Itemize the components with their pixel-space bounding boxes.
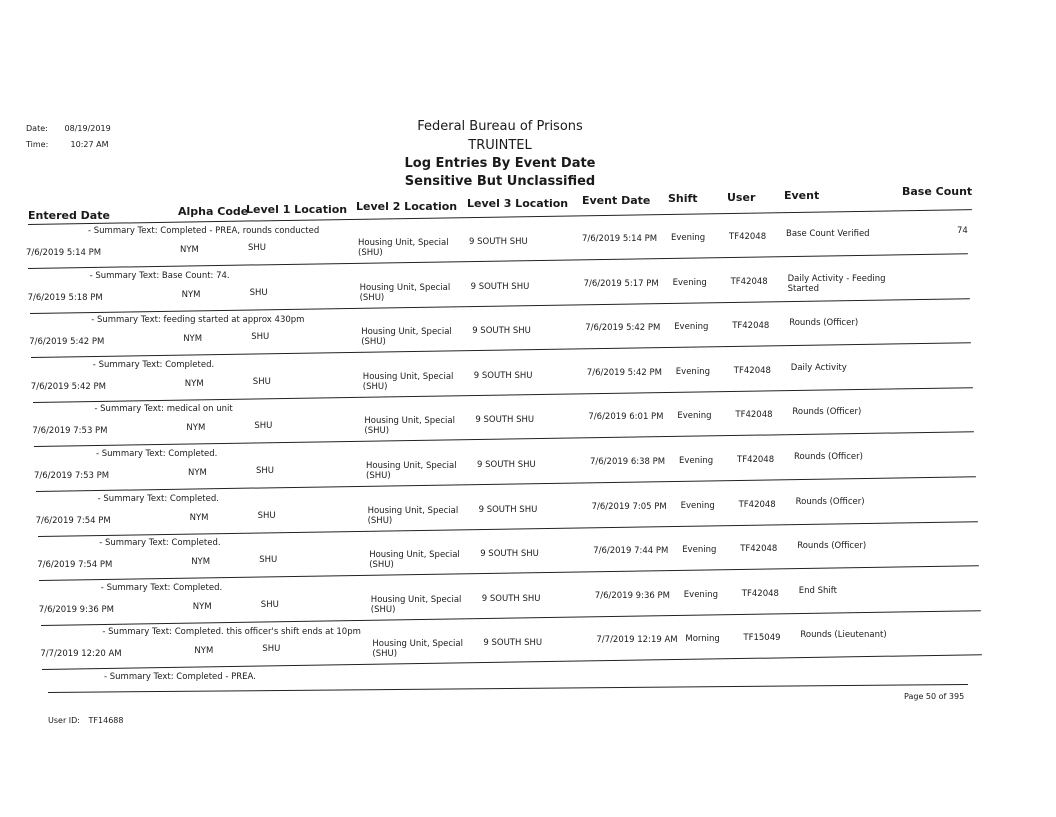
- alpha-code-cell: NYM: [181, 289, 201, 300]
- level1-cell: SHU: [249, 287, 268, 298]
- level3-cell: 9 SOUTH SHU: [480, 549, 539, 560]
- event-date-cell: 7/6/2019 7:44 PM: [593, 546, 669, 557]
- table-row: [0, 627, 1056, 677]
- event-date-cell: 7/6/2019 5:42 PM: [586, 367, 662, 378]
- row-rule: [39, 565, 979, 581]
- date-label: Date:: [26, 124, 48, 133]
- user-cell: TF42048: [732, 321, 770, 332]
- event-cell: Rounds (Officer): [794, 452, 863, 462]
- level3-cell: 9 SOUTH SHU: [483, 638, 543, 649]
- summary-text: - Summary Text: medical on unit: [94, 404, 233, 415]
- event-date-cell: 7/6/2019 6:38 PM: [590, 457, 666, 467]
- bottom-rule: [48, 684, 968, 693]
- report-title-agency: Federal Bureau of Prisons: [417, 119, 583, 134]
- entered-date-cell: 7/6/2019 7:53 PM: [32, 426, 108, 437]
- base-count-cell: 74: [957, 226, 968, 236]
- summary-text: - Summary Text: Completed. this officer's shift ends at 10pm: [102, 627, 361, 638]
- row-rule: [30, 298, 970, 314]
- event-cell: Base Count Verified: [786, 229, 870, 239]
- level3-cell: 9 SOUTH SHU: [469, 237, 528, 247]
- col-level3: Level 3 Location: [467, 197, 569, 210]
- level2-cell: Housing Unit, Special (SHU): [366, 461, 457, 481]
- table-row: [0, 226, 1056, 276]
- entered-date-cell: 7/6/2019 9:36 PM: [38, 604, 114, 615]
- table-row: [0, 271, 1056, 321]
- user-cell: TF42048: [729, 232, 767, 242]
- level3-cell: 9 SOUTH SHU: [475, 415, 535, 426]
- row-rule: [31, 342, 971, 358]
- shift-cell: Morning: [685, 634, 720, 645]
- entered-date-cell: 7/6/2019 7:54 PM: [35, 515, 111, 526]
- entered-date-cell: 7/6/2019 5:18 PM: [27, 292, 103, 303]
- shift-cell: Evening: [677, 411, 712, 422]
- user-cell: TF42048: [735, 410, 773, 421]
- level2-cell: Housing Unit, Special (SHU): [364, 416, 455, 437]
- level1-cell: SHU: [251, 332, 270, 343]
- table-row: [0, 315, 1056, 365]
- level3-cell: 9 SOUTH SHU: [478, 504, 538, 515]
- event-cell: Daily Activity: [790, 362, 847, 373]
- user-cell: TF42048: [740, 544, 778, 555]
- shift-cell: Evening: [675, 366, 710, 377]
- time-value: 10:27 AM: [70, 140, 109, 149]
- alpha-code-cell: NYM: [194, 646, 214, 657]
- event-date-cell: 7/7/2019 12:19 AM: [596, 635, 678, 646]
- user-id-value: TF14688: [88, 716, 124, 725]
- col-event: Event: [784, 189, 820, 202]
- shift-cell: Evening: [682, 545, 717, 556]
- level1-cell: SHU: [260, 599, 279, 610]
- alpha-code-cell: NYM: [184, 378, 204, 389]
- table-row: [0, 538, 1056, 588]
- level1-cell: SHU: [254, 421, 273, 432]
- col-event-date: Event Date: [582, 194, 651, 207]
- summary-text: - Summary Text: Completed.: [96, 449, 218, 459]
- user-cell: TF42048: [741, 588, 779, 599]
- report-title-system: TRUINTEL: [468, 138, 532, 153]
- col-level2: Level 2 Location: [356, 200, 458, 213]
- col-alpha-code: Alpha Code: [178, 205, 249, 218]
- row-rule: [33, 387, 973, 403]
- event-cell: Rounds (Officer): [792, 407, 862, 418]
- date-line: [26, 124, 111, 133]
- summary-text: - Summary Text: Base Count: 74.: [89, 270, 230, 281]
- alpha-code-cell: NYM: [180, 245, 199, 255]
- user-id-label: User ID:: [48, 716, 80, 725]
- table-row: [0, 360, 1056, 410]
- user-cell: TF42048: [737, 455, 775, 465]
- level2-cell: Housing Unit, Special (SHU): [358, 238, 449, 258]
- row-rule: [38, 521, 978, 537]
- row-rule: [36, 476, 976, 492]
- summary-text: - Summary Text: Completed.: [97, 493, 219, 504]
- event-date-cell: 7/6/2019 9:36 PM: [594, 590, 670, 601]
- table-row: [0, 449, 1056, 499]
- summary-text: - Summary Text: Completed.: [99, 538, 221, 549]
- alpha-code-cell: NYM: [189, 512, 209, 523]
- event-cell: Rounds (Lieutenant): [800, 630, 887, 641]
- level3-cell: 9 SOUTH SHU: [470, 281, 530, 292]
- level2-cell: Housing Unit, Special (SHU): [361, 327, 452, 348]
- user-cell: TF42048: [730, 276, 768, 287]
- level2-cell: Housing Unit, Special (SHU): [362, 371, 454, 392]
- entered-date-cell: 7/6/2019 5:14 PM: [26, 248, 102, 258]
- event-cell: End Shift: [798, 585, 837, 596]
- alpha-code-cell: NYM: [186, 423, 206, 434]
- event-cell: Rounds (Officer): [795, 496, 865, 507]
- entered-date-cell: 7/6/2019 7:54 PM: [37, 560, 113, 571]
- col-entered-date: Entered Date: [28, 209, 110, 222]
- event-date-cell: 7/6/2019 5:42 PM: [585, 323, 661, 334]
- row-rule: [28, 253, 968, 269]
- time-line: [26, 140, 109, 149]
- table-row: [0, 404, 1056, 454]
- event-date-cell: 7/6/2019 5:17 PM: [583, 278, 659, 289]
- level1-cell: SHU: [248, 243, 267, 253]
- summary-text: - Summary Text: Completed.: [100, 582, 223, 593]
- shift-cell: Evening: [672, 277, 707, 288]
- shift-cell: Evening: [671, 233, 706, 243]
- level3-cell: 9 SOUTH SHU: [473, 370, 533, 381]
- last-summary-text: - Summary Text: Completed - PREA.: [104, 672, 256, 682]
- row-rule: [41, 610, 981, 626]
- user-cell: TF15049: [743, 633, 781, 644]
- col-user: User: [727, 191, 756, 204]
- table-row: [0, 583, 1056, 633]
- event-cell: Daily Activity - Feeding Started: [787, 273, 886, 294]
- user-id-line: [48, 716, 123, 725]
- level2-cell: Housing Unit, Special (SHU): [369, 550, 460, 571]
- shift-cell: Evening: [683, 589, 718, 600]
- level2-cell: Housing Unit, Special (SHU): [367, 505, 459, 526]
- shift-cell: Evening: [679, 456, 714, 466]
- row-rule: [42, 655, 982, 671]
- level1-cell: SHU: [257, 510, 276, 521]
- level2-cell: Housing Unit, Special (SHU): [372, 639, 463, 660]
- entered-date-cell: 7/7/2019 12:20 AM: [40, 649, 122, 660]
- row-rule: [34, 432, 974, 448]
- entered-date-cell: 7/6/2019 5:42 PM: [30, 381, 106, 392]
- user-cell: TF42048: [738, 499, 776, 510]
- report-title-name: Log Entries By Event Date: [404, 156, 596, 171]
- alpha-code-cell: NYM: [183, 334, 203, 345]
- event-cell: Rounds (Officer): [789, 318, 859, 329]
- level3-cell: 9 SOUTH SHU: [481, 593, 541, 604]
- event-date-cell: 7/6/2019 7:05 PM: [591, 501, 667, 512]
- col-base-count: Base Count: [902, 185, 973, 198]
- table-row: [0, 494, 1056, 544]
- report-classification: Sensitive But Unclassified: [404, 174, 596, 189]
- col-shift: Shift: [668, 192, 698, 205]
- page-number: Page 50 of 395: [904, 692, 965, 701]
- summary-text: - Summary Text: Completed - PREA, rounds conducted: [88, 226, 320, 236]
- level1-cell: SHU: [256, 466, 275, 476]
- event-date-cell: 7/6/2019 6:01 PM: [588, 412, 664, 423]
- level1-cell: SHU: [262, 644, 281, 655]
- entered-date-cell: 7/6/2019 5:42 PM: [29, 337, 105, 348]
- level1-cell: SHU: [259, 555, 278, 566]
- summary-text: - Summary Text: Completed.: [92, 359, 215, 370]
- level2-cell: Housing Unit, Special (SHU): [359, 282, 451, 303]
- entered-date-cell: 7/6/2019 7:53 PM: [34, 471, 110, 481]
- level2-cell: Housing Unit, Special (SHU): [370, 594, 462, 615]
- user-cell: TF42048: [733, 365, 771, 376]
- level1-cell: SHU: [252, 376, 271, 387]
- level3-cell: 9 SOUTH SHU: [477, 460, 536, 470]
- date-value: 08/19/2019: [64, 124, 111, 133]
- shift-cell: Evening: [680, 500, 715, 511]
- summary-text: - Summary Text: feeding started at approx 430pm: [91, 315, 305, 326]
- event-cell: Rounds (Officer): [797, 541, 867, 552]
- header-rule: [28, 209, 972, 225]
- alpha-code-cell: NYM: [192, 601, 212, 612]
- time-label: Time:: [26, 140, 49, 149]
- alpha-code-cell: NYM: [191, 557, 211, 568]
- level3-cell: 9 SOUTH SHU: [472, 326, 531, 337]
- shift-cell: Evening: [674, 322, 709, 333]
- alpha-code-cell: NYM: [188, 468, 207, 478]
- col-level1: Level 1 Location: [246, 203, 348, 216]
- event-date-cell: 7/6/2019 5:14 PM: [582, 234, 658, 244]
